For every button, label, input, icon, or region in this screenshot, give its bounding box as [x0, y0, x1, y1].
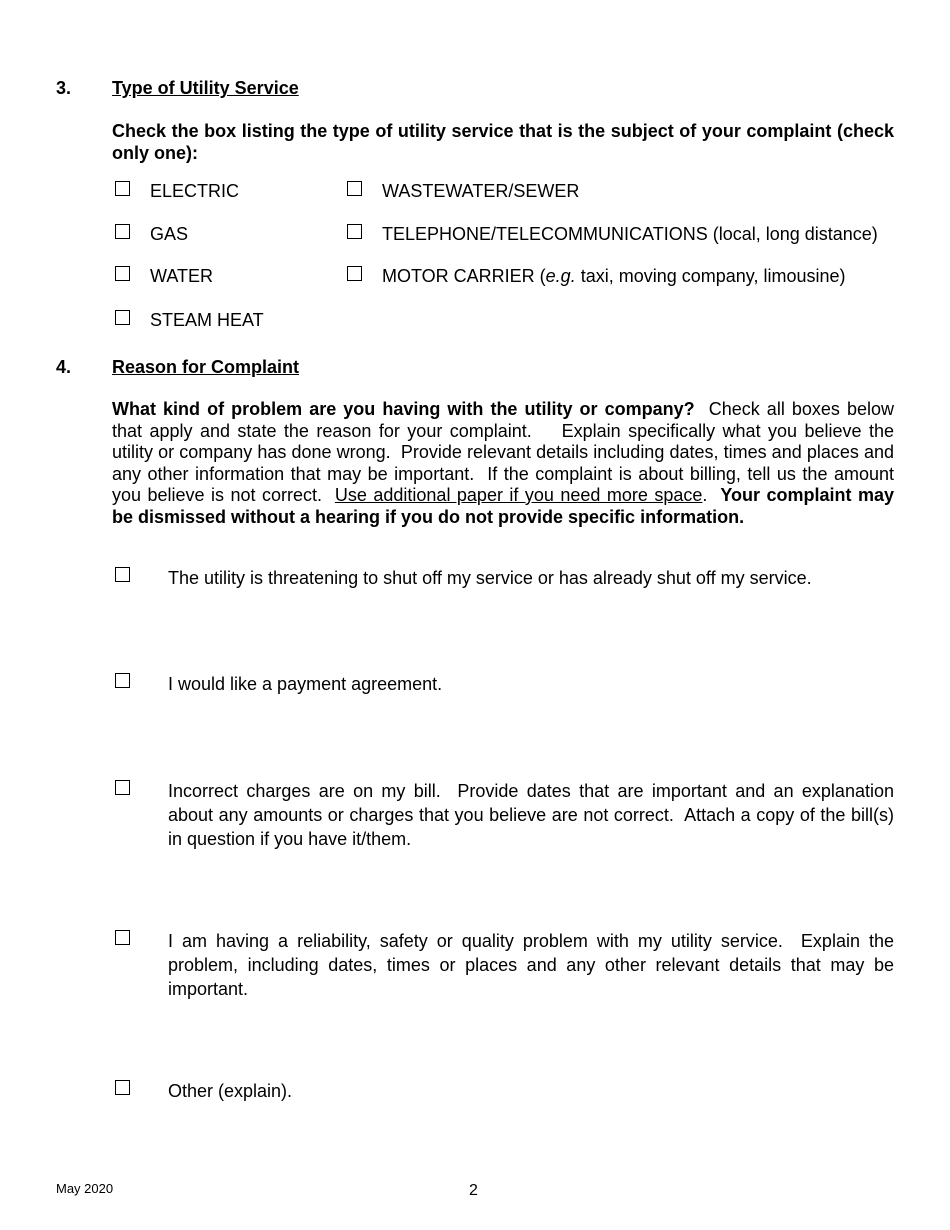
checkbox-gas[interactable] — [115, 224, 130, 239]
reason-payment-agreement-label: I would like a payment agreement. — [168, 674, 443, 694]
option-gas-label: GAS — [150, 224, 189, 244]
reason-shutoff-label: The utility is threatening to shut off my service or has already shut off my service. — [168, 568, 812, 588]
checkbox-reason-reliability[interactable] — [115, 930, 130, 945]
intro-question: What kind of problem are you having with the utility or company? — [112, 399, 695, 419]
option-steam-heat-label: STEAM HEAT — [150, 310, 264, 330]
intro-warning: Your complaint may be dismissed without a hearing if you do not provide specific information. — [112, 485, 894, 527]
intro-period: . — [702, 485, 721, 505]
reason-reliability-label: I am having a reliability, safety or quality problem with my utility service. Explain the problem, including dates, times or places and any other relevant details that may be important. — [168, 931, 900, 999]
checkbox-steam-heat[interactable] — [115, 310, 130, 325]
motor-carrier-prefix: MOTOR CARRIER ( — [382, 266, 546, 286]
reason-other-label: Other (explain). — [168, 1081, 293, 1101]
checkbox-motor-carrier[interactable] — [347, 266, 362, 281]
intro-additional-paper: Use additional paper if you need more space — [334, 485, 703, 505]
checkbox-electric[interactable] — [115, 181, 130, 196]
section-3-instruction: Check the box listing the type of utility service that is the subject of your complaint (check only one): — [112, 121, 894, 163]
section-3-title: Type of Utility Service — [112, 78, 299, 98]
footer-date: May 2020 — [56, 1181, 114, 1196]
checkbox-wastewater[interactable] — [347, 181, 362, 196]
section-4-title: Reason for Complaint — [112, 357, 300, 377]
section-4-number: 4. — [56, 357, 72, 377]
option-electric-label: ELECTRIC — [150, 181, 240, 201]
option-wastewater-label: WASTEWATER/SEWER — [382, 181, 580, 201]
reason-incorrect-charges-label: Incorrect charges are on my bill. Provide dates that are important and an explanation about any amounts or charges that you believe are not correct. Attach a copy of the bill(s) in question if you have it/them. — [168, 781, 900, 849]
checkbox-telephone[interactable] — [347, 224, 362, 239]
checkbox-reason-incorrect-charges[interactable] — [115, 780, 130, 795]
checkbox-water[interactable] — [115, 266, 130, 281]
option-water-label: WATER — [150, 266, 213, 286]
intro-text: Check all boxes below that apply and state the reason for your complaint. Explain specifically what you believe the utility or company has done wrong. Provide relevant details including dates, times and places and any other information that may be important. If the complaint is about billing, tell us the amount you believe is not correct. — [112, 399, 900, 505]
option-motor-carrier-label — [382, 266, 845, 287]
section-4-intro — [112, 399, 900, 528]
checkbox-reason-shutoff[interactable] — [115, 567, 130, 582]
checkbox-reason-payment-agreement[interactable] — [115, 673, 130, 688]
option-telephone-label: TELEPHONE/TELECOMMUNICATIONS (local, long distance) — [382, 224, 878, 244]
checkbox-reason-other[interactable] — [115, 1080, 130, 1095]
motor-carrier-eg: e.g. — [545, 266, 576, 286]
page-number: 2 — [469, 1182, 478, 1199]
section-3-number: 3. — [56, 78, 72, 98]
motor-carrier-suffix: taxi, moving company, limousine) — [575, 266, 846, 286]
